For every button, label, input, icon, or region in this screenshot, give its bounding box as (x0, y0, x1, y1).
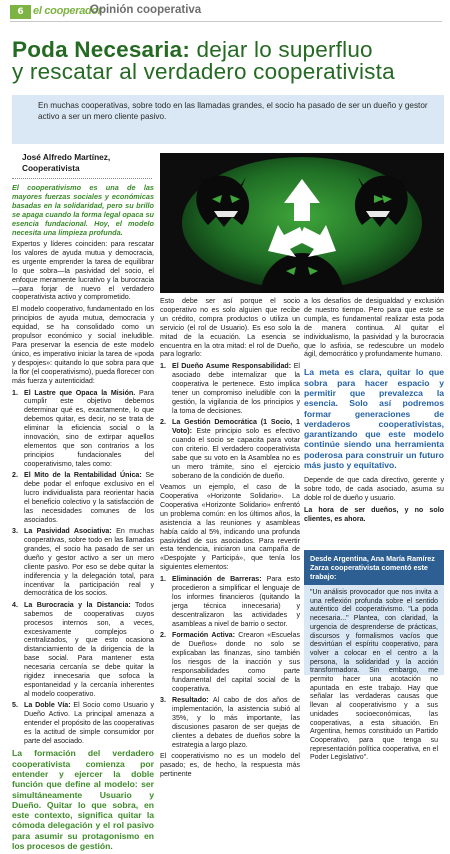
byline (22, 152, 150, 173)
numbered-list (160, 362, 300, 480)
paragraph: Depende de que cada directivo, gerente y sobre todo, de cada asociado, asuma su doble rol de dueño y usuario. (304, 476, 444, 503)
section-name: Opinión cooperativa (90, 4, 202, 16)
comment-heading: Desde Argentina, Ana María Ramírez Zarza cooperativista comentó este trabajo: (304, 550, 444, 585)
column-2 (160, 297, 300, 782)
pull-quote: La meta es clara, quitar lo que sobra para hacer espacio y permitir que prevalezca la esencia. Solo así podremos formar generaciones de verdaderos cooperativistas, garantizando que este modelo continúe siendo una herramienta poderosa para construir un futuro más justo y equitativo. (304, 367, 444, 471)
paragraph: Expertos y líderes coinciden: para rescatar los valores de ayuda mutua y democracia, es urgente emprender la tarea de equilibrar lo que sobra—la pasividad del socio, el enfoque meramente lucrativo y la burocracia—para forjar de nuevo el verdadero cooperativista activo y comprometido. (12, 240, 154, 302)
list-item: 1. El Dueño Asume Responsabilidad: El asociado debe internalizar que la cooperativa le pertenece. Esto implica tener un compromiso ineludible con la gestión, la vigilancia de los principios y la toma de decisiones. (160, 362, 301, 415)
list-item: 1. El Lastre que Opaca la Misión. Para cumplir este objetivo debemos determinar qué es, exactamente, lo que debemos quitar, es decir, no se trata de eliminar la eficiencia social o la innovación, sino de extirpar aquellos elementos que son contrarios a los principios fundacionales del cooperativismo, tales como: (12, 388, 154, 468)
paragraph: Veamos un ejemplo, el caso de la Cooperativa «Horizonte Solidario». La Cooperativa «Horizonte Solidario» enfrentó un problema común: en los últimos años, la asistencia a las reuniones y asambleas había caído al 5%, indicando una profunda pasividad de sus asociados. Para revertir esta tendencia, iniciaron una campaña de «Despojate y Participá», que tenía los siguientes elementos: (160, 483, 300, 572)
list-item: 5. La Doble Vía: El Socio como Usuario y Dueño Activo. La principal amenaza a entender el propósito de las cooperativas es la actitud de simple consumidor por parte del asociado. (12, 701, 155, 745)
header-divider (10, 21, 442, 22)
list-item: 3. La Pasividad Asociativa: En muchas cooperativas, sobre todo en las llamadas grandes, el socio ha pasado de ser un dueño y gestor activo a ser un mero cliente pasivo. Por eso se debe quitar la indiferencia y la delegación total, para incentivar la participación real y democrática de los socios. (12, 527, 154, 598)
intro-quote: El cooperativismo es una de las mayores fuerzas sociales y económicas basadas en la solidaridad, pero su brillo se apaga cuando la forma legal opaca su esencia fundacional. Hoy, el modelo necesita una limpieza profunda. (12, 183, 154, 237)
pull-quote: La formación del verdadero cooperativista comienza por entender y ejercer la doble función que define al modelo: ser simultáneamente Usuario y Dueño. Quitar lo que sobra, en este contexto, significa quitar la cómoda delegación y el rol pasivo para asumir su protagonismo en los procesos de gestión. (12, 748, 154, 852)
title-line2: y rescatar al verdadero cooperativista (12, 59, 395, 84)
numbered-list (160, 575, 300, 749)
column-3 (304, 297, 444, 527)
title-rest: dejar lo superfluo (196, 37, 373, 62)
paragraph: El modelo cooperativo, fundamentado en los principios de ayuda mutua, democracia y equidad, se ha consolidado como un propulsor económico y social ineludible. Para preservar la esencia de este modelo único, es imperativo iniciar la tarea de «poda y despojes»: quitando lo que sobra para que la flor (el cooperativismo), pueda florecer con más fuerza y autenticidad: (12, 305, 154, 385)
article-title (12, 39, 442, 83)
paragraph: a los desafíos de desigualdad y exclusión de nuestro tiempo. Pero para que este se cumpla, es fundamental realizar esta poda de manera continua. Al quitar el individualismo, la pasividad y la burocracia que lo asfixia, se redescubre un modelo ágil, democrático y profundamente humano. (304, 297, 444, 359)
publication-logo: el cooperador (33, 5, 102, 17)
comment-text: "Un análisis provocador que nos invita a una reflexión profunda sobre el sentido auténtico del cooperativismo. "La poda necesaria..." Plantea, con claridad, la urgencia de desprenderse de prácticas, discursos y formalismos vacíos que desvirtúan el espíritu cooperativo, para volver a colocar en el centro a la persona, la solidaridad y la acción transformadora. Sin embargo, me permito hacer una acotación no apuntada en este trabajo. Hay que señalar las verdaderas causas que llevan al cooperativismo y a sus unidades socioeconómicas, las cooperativas, a esta situación. En Argentina, hemos constituido un Partido Cooperativo, para que tenga su representación política cooperativa, en el Poder Legislativo". (310, 589, 438, 762)
article-illustration (160, 153, 444, 293)
list-item: 4. La Burocracia y la Distancia: Todos sabemos de cooperativas cuyos procesos internos son, a veces, excesivamente complejos o centralizados, y que esto ocasiona distanciamiento de la dirigencia de la base social. Para mantener esta necesaria cercanía se debe quitar la rigidez innecesaria que sofoca la espontaneidad y la cercanía inherentes al modelo cooperativo. (12, 600, 154, 698)
byline-divider (12, 178, 152, 179)
list-item: 2. Formación Activa: Crearon «Escuelas de Dueños» donde no solo se explicaban las finanzas, sino también los riesgos de la inacción y sus responsabilidades como parte fundamental del capital social de la cooperativa. (160, 631, 300, 693)
comment-box (304, 550, 444, 762)
list-item: 2. La Gestión Democrática (1 Socio, 1 Voto): Este principio solo es efectivo cuando el socio se capacita para votar con criterio. El verdadero cooperativista sabe que su voto en la Asamblea no es un mero trámite, sino el ejercicio soberano de la condición de dueño. (160, 418, 300, 480)
page-header (0, 0, 450, 22)
article-lead: En muchas cooperativas, sobre todo en las llamadas grandes, el socio ha pasado de ser un dueño y gestor activo a ser un mero cliente pasivo. (12, 95, 444, 144)
paragraph: El cooperativismo no es un modelo del pasado; es, de hecho, la respuesta más pertinente (160, 751, 300, 778)
paragraph: Esto debe ser así porque el socio cooperativo no es solo alguien que recibe un crédito, compra productos o utiliza un servicio (el rol de Usuario). Es eso solo la mitad de la ecuación. La esencia se encuentra en la otra mitad: el rol de Dueño, para lograrlo: (160, 297, 300, 359)
column-1 (12, 183, 154, 854)
author-role: Cooperativista (22, 162, 80, 173)
list-item: 3. Resultado: Al cabo de dos años de implementación, la asistencia subió al 35%, y lo más importante, las discusiones pasaron de ser quejas de clientes a debates de dueños sobre la estrategia a largo plazo. (160, 695, 300, 749)
title-bold: Poda Necesaria: (12, 37, 191, 62)
list-item: 2. El Mito de la Rentabilidad Única: Se debe podar el enfoque exclusivo en el lucro individualista para reorientar hacia el beneficio colectivo y la satisfacción de las necesidades comunes de los asociados. (12, 471, 154, 524)
page-number: 6 (10, 5, 31, 19)
author-name: José Alfredo Martínez, (22, 152, 111, 162)
closing-line: La hora de ser dueños, y no solo clientes, es ahora. (304, 506, 444, 523)
recycle-monsters-icon (160, 153, 444, 293)
numbered-list (12, 389, 154, 746)
list-item: 1. Eliminación de Barreras: Para esto procedieron a simplificar el lenguaje de los informes financieros (quitando la jerga técnica innecesaria) y descentralizaron las actividades y asambleas a nivel de barrio o sector. (160, 575, 300, 628)
